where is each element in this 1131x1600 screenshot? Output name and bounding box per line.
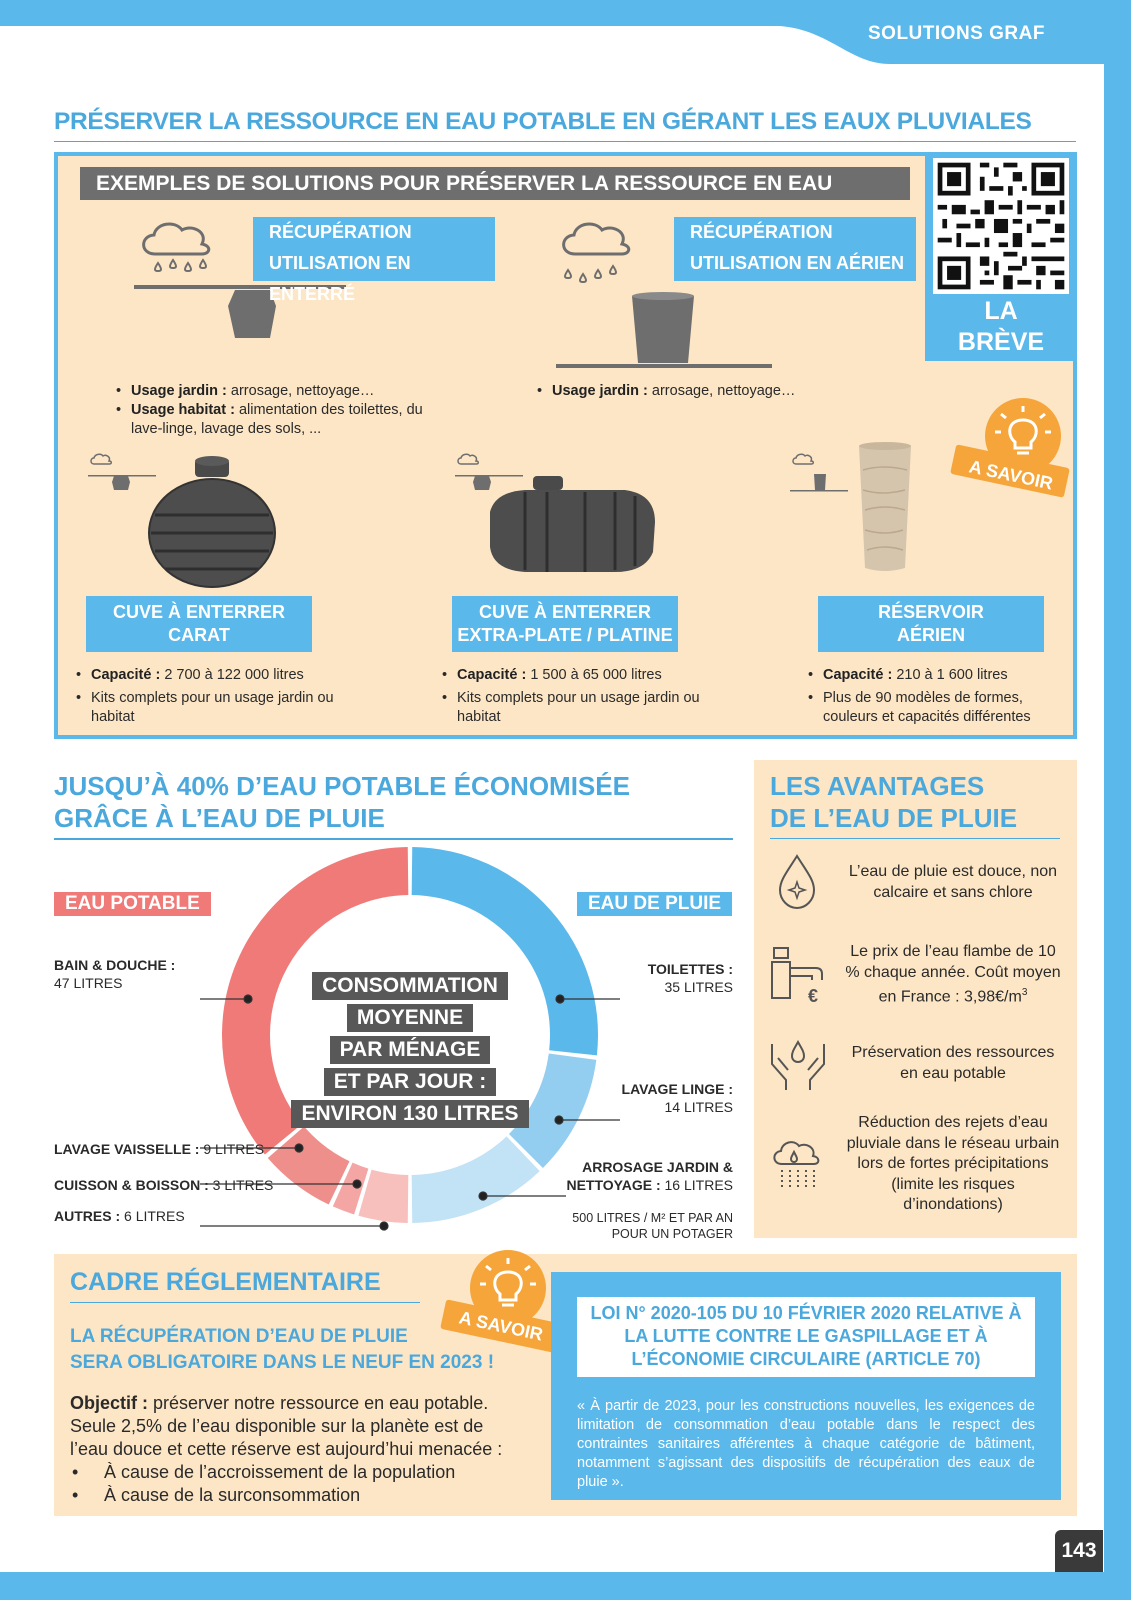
leader-dot bbox=[556, 995, 564, 1003]
faucet-icon bbox=[768, 944, 828, 1004]
label-bain-douche bbox=[54, 956, 175, 992]
regulation-body bbox=[70, 1392, 520, 1507]
carat-tank-image bbox=[145, 455, 280, 590]
brand-label: SOLUTIONS GRAF bbox=[868, 23, 1045, 44]
list-item: • Kits complets pour un usage jardin ou habitat bbox=[442, 689, 722, 727]
label-arrosage-jardin bbox=[520, 1158, 733, 1194]
advantages-divider bbox=[770, 838, 1060, 839]
tag-buried-line2: UTILISATION EN ENTERRÉ bbox=[269, 253, 411, 304]
qr-code-icon bbox=[933, 158, 1069, 294]
product-tag-aerial bbox=[818, 596, 1044, 652]
list-item: • À cause de la surconsommation bbox=[70, 1484, 520, 1507]
label-eau-potable: EAU POTABLE bbox=[54, 892, 211, 916]
donut-slice-autres bbox=[358, 1170, 408, 1223]
product-name-line1: CUVE À ENTERRER bbox=[112, 602, 286, 622]
label-value: 47 LITRES bbox=[54, 975, 123, 991]
leader-dot bbox=[244, 995, 252, 1003]
list-item: • Usage jardin : arrosage, nettoyage… bbox=[116, 382, 436, 401]
water-drop-icon bbox=[772, 852, 822, 912]
product-name-line2: AÉRIEN bbox=[896, 625, 965, 645]
leader-dot bbox=[479, 1192, 487, 1200]
list-item: • Capacité : 210 à 1 600 litres bbox=[808, 666, 1078, 685]
list-item: • Capacité : 1 500 à 65 000 litres bbox=[442, 666, 722, 685]
advantage-flood: Réduction des rejets d’eau pluviale dans le réseau urbain lors de fortes précipitations (limite les risques d’inondations) bbox=[846, 1114, 1060, 1213]
label-value: 14 LITRES bbox=[664, 1099, 733, 1115]
label-value: 9 LITRES bbox=[199, 1141, 265, 1157]
regulation-divider bbox=[70, 1302, 420, 1303]
center-line: ENVIRON 130 LITRES bbox=[291, 1100, 528, 1128]
title-divider bbox=[54, 141, 1076, 142]
regulation-title: CADRE RÉGLEMENTAIRE bbox=[70, 1268, 381, 1296]
advantage-preservation: Préservation des ressources en eau potable bbox=[851, 1044, 1055, 1082]
bottom-band bbox=[0, 1572, 1131, 1600]
advantage-soft-water: L’eau de pluie est douce, non calcaire et sans chlore bbox=[848, 863, 1058, 901]
aerial-tank-shape bbox=[632, 296, 694, 363]
qr-label-line2: BRÈVE bbox=[957, 328, 1045, 356]
advantage-price-text: Le prix de l’eau flambe de 10 % chaque année. Coût moyen en France : 3,98€/m bbox=[845, 943, 1061, 1006]
consumption-title-line1: JUSQU’À 40% D’EAU POTABLE ÉCONOMISÉE bbox=[54, 771, 630, 801]
rain-drops-icon bbox=[565, 266, 616, 282]
a-savoir-label: A SAVOIR bbox=[967, 456, 1055, 494]
right-band bbox=[1104, 0, 1131, 1600]
product-name-line2: EXTRA-PLATE / PLATINE bbox=[457, 625, 673, 645]
page-title: PRÉSERVER LA RESSOURCE EN EAU POTABLE EN GÉRANT LES EAUX PLUVIALES bbox=[54, 108, 1032, 135]
consumption-title-line2: GRÂCE À L’EAU DE PLUIE bbox=[54, 803, 385, 833]
list-item: • À cause de l’accroissement de la population bbox=[70, 1461, 520, 1484]
label-name: AUTRES : bbox=[54, 1208, 121, 1224]
note-line: POUR UN POTAGER bbox=[611, 1227, 733, 1241]
list-item: • Plus de 90 modèles de formes, couleurs et capacités différentes bbox=[808, 689, 1078, 727]
euro-icon: € bbox=[808, 986, 819, 1004]
label-value: 3 LITRES bbox=[208, 1177, 274, 1193]
advantages-title-line1: LES AVANTAGES bbox=[770, 771, 985, 801]
label-autres bbox=[54, 1207, 185, 1225]
list-item: • Kits complets pour un usage jardin ou habitat bbox=[76, 689, 356, 727]
label-toilettes bbox=[560, 960, 733, 996]
examples-header: EXEMPLES DE SOLUTIONS POUR PRÉSERVER LA RESSOURCE EN EAU bbox=[80, 167, 910, 200]
label-lavage-vaisselle bbox=[54, 1140, 264, 1158]
mini-aerial-icon bbox=[790, 452, 850, 496]
a-savoir-label: A SAVOIR bbox=[457, 1307, 545, 1345]
product-name-line1: CUVE À ENTERRER bbox=[478, 602, 652, 622]
law-quote: « À partir de 2023, pour les constructions nouvelles, les exigences de limitation de consommation d’eau potable dans le respect des contraintes sanitaires afférentes à chaque catégorie de bâtiment, notamment s’agissant des dispositifs de récupération des eaux de pluie ». bbox=[577, 1398, 1035, 1490]
list-item: • Usage jardin : arrosage, nettoyage… bbox=[537, 382, 857, 401]
qr-code[interactable] bbox=[933, 158, 1069, 294]
label-name: TOILETTES : bbox=[647, 961, 733, 977]
aerial-usage-list bbox=[537, 382, 857, 401]
qr-label bbox=[925, 296, 1077, 358]
label-name: LAVAGE LINGE : bbox=[621, 1081, 733, 1097]
label-eau-de-pluie: EAU DE PLUIE bbox=[577, 892, 732, 916]
advantages-title-line2: DE L’EAU DE PLUIE bbox=[770, 803, 1018, 833]
label-value: 6 LITRES bbox=[120, 1208, 185, 1224]
label-name: ARROSAGE JARDIN & bbox=[582, 1159, 733, 1175]
buried-usage-list bbox=[116, 382, 436, 439]
aerial-tank-image bbox=[855, 440, 915, 578]
regulation-subtitle bbox=[70, 1324, 494, 1376]
cloud-icon bbox=[144, 224, 209, 254]
center-line: PAR MÉNAGE bbox=[330, 1036, 491, 1064]
tag-aerial-line2: UTILISATION EN AÉRIEN bbox=[690, 253, 905, 273]
tag-buried-line1: RÉCUPÉRATION bbox=[269, 222, 412, 242]
superscript: 3 bbox=[1021, 987, 1028, 998]
donut-center-text bbox=[290, 970, 530, 1130]
leader-dot bbox=[353, 1180, 361, 1188]
page-number: 143 bbox=[1055, 1530, 1103, 1572]
list-item: • Capacité : 2 700 à 122 000 litres bbox=[76, 666, 356, 685]
regulation-reasons bbox=[70, 1461, 520, 1507]
label-name: CUISSON & BOISSON : bbox=[54, 1177, 209, 1193]
advantage-price bbox=[843, 942, 1063, 1008]
list-item: • Usage habitat : alimentation des toilettes, du lave-linge, lavage des sols, ... bbox=[116, 401, 436, 439]
product-specs-aerial bbox=[808, 666, 1078, 727]
qr-label-line1: LA bbox=[984, 297, 1018, 325]
product-specs-platine bbox=[442, 666, 722, 727]
product-tag-platine bbox=[452, 596, 678, 652]
product-tag-carat bbox=[86, 596, 312, 652]
label-name: BAIN & DOUCHE : bbox=[54, 957, 176, 973]
cloud-icon bbox=[564, 224, 629, 254]
leader-dot bbox=[555, 1116, 563, 1124]
regulation-subtitle-line1: LA RÉCUPÉRATION D’EAU DE PLUIE bbox=[70, 1326, 408, 1347]
consumption-title bbox=[54, 770, 630, 834]
tag-buried bbox=[253, 217, 495, 304]
consumption-divider bbox=[54, 838, 733, 840]
hands-drop-icon bbox=[768, 1034, 828, 1094]
product-name-line1: RÉSERVOIR bbox=[878, 602, 984, 622]
regulation-objective: Objectif : préserver notre ressource en eau potable. Seule 2,5% de l’eau disponible sur la planète est de l’eau douce et cette réserve est aujourd’hui menacée : bbox=[70, 1393, 503, 1459]
label-value: 35 LITRES bbox=[664, 979, 733, 995]
label-value: 16 LITRES bbox=[660, 1177, 733, 1193]
leader-dot bbox=[295, 1144, 303, 1152]
label-name: LAVAGE VAISSELLE : bbox=[54, 1141, 200, 1157]
law-title: LOI N° 2020-105 DU 10 FÉVRIER 2020 RELATIVE À LA LUTTE CONTRE LE GASPILLAGE ET À L’ÉCONOMIE CIRCULAIRE (ARTICLE 70) bbox=[577, 1297, 1035, 1377]
tag-aerial-line1: RÉCUPÉRATION bbox=[690, 222, 833, 242]
product-specs-carat bbox=[76, 666, 356, 727]
product-name-line2: CARAT bbox=[168, 625, 230, 645]
label-lavage-linge bbox=[560, 1080, 733, 1116]
platine-tank-image bbox=[485, 472, 660, 582]
label-potager-note bbox=[520, 1210, 733, 1242]
regulation-subtitle-line2: SERA OBLIGATOIRE DANS LE NEUF EN 2023 ! bbox=[70, 1352, 495, 1373]
label-name: NETTOYAGE : bbox=[566, 1177, 661, 1193]
center-line: ET PAR JOUR : bbox=[324, 1068, 496, 1096]
note-line: 500 LITRES / M² ET PAR AN bbox=[572, 1211, 733, 1225]
leader-dot bbox=[380, 1222, 388, 1230]
cloud-rain-icon bbox=[768, 1134, 828, 1194]
tag-aerial bbox=[674, 217, 916, 281]
advantages-title bbox=[770, 770, 1017, 834]
label-cuisson-boisson bbox=[54, 1176, 273, 1194]
center-line: MOYENNE bbox=[347, 1004, 473, 1032]
rain-drops-icon bbox=[155, 260, 206, 271]
center-line: CONSOMMATION bbox=[312, 972, 508, 1000]
